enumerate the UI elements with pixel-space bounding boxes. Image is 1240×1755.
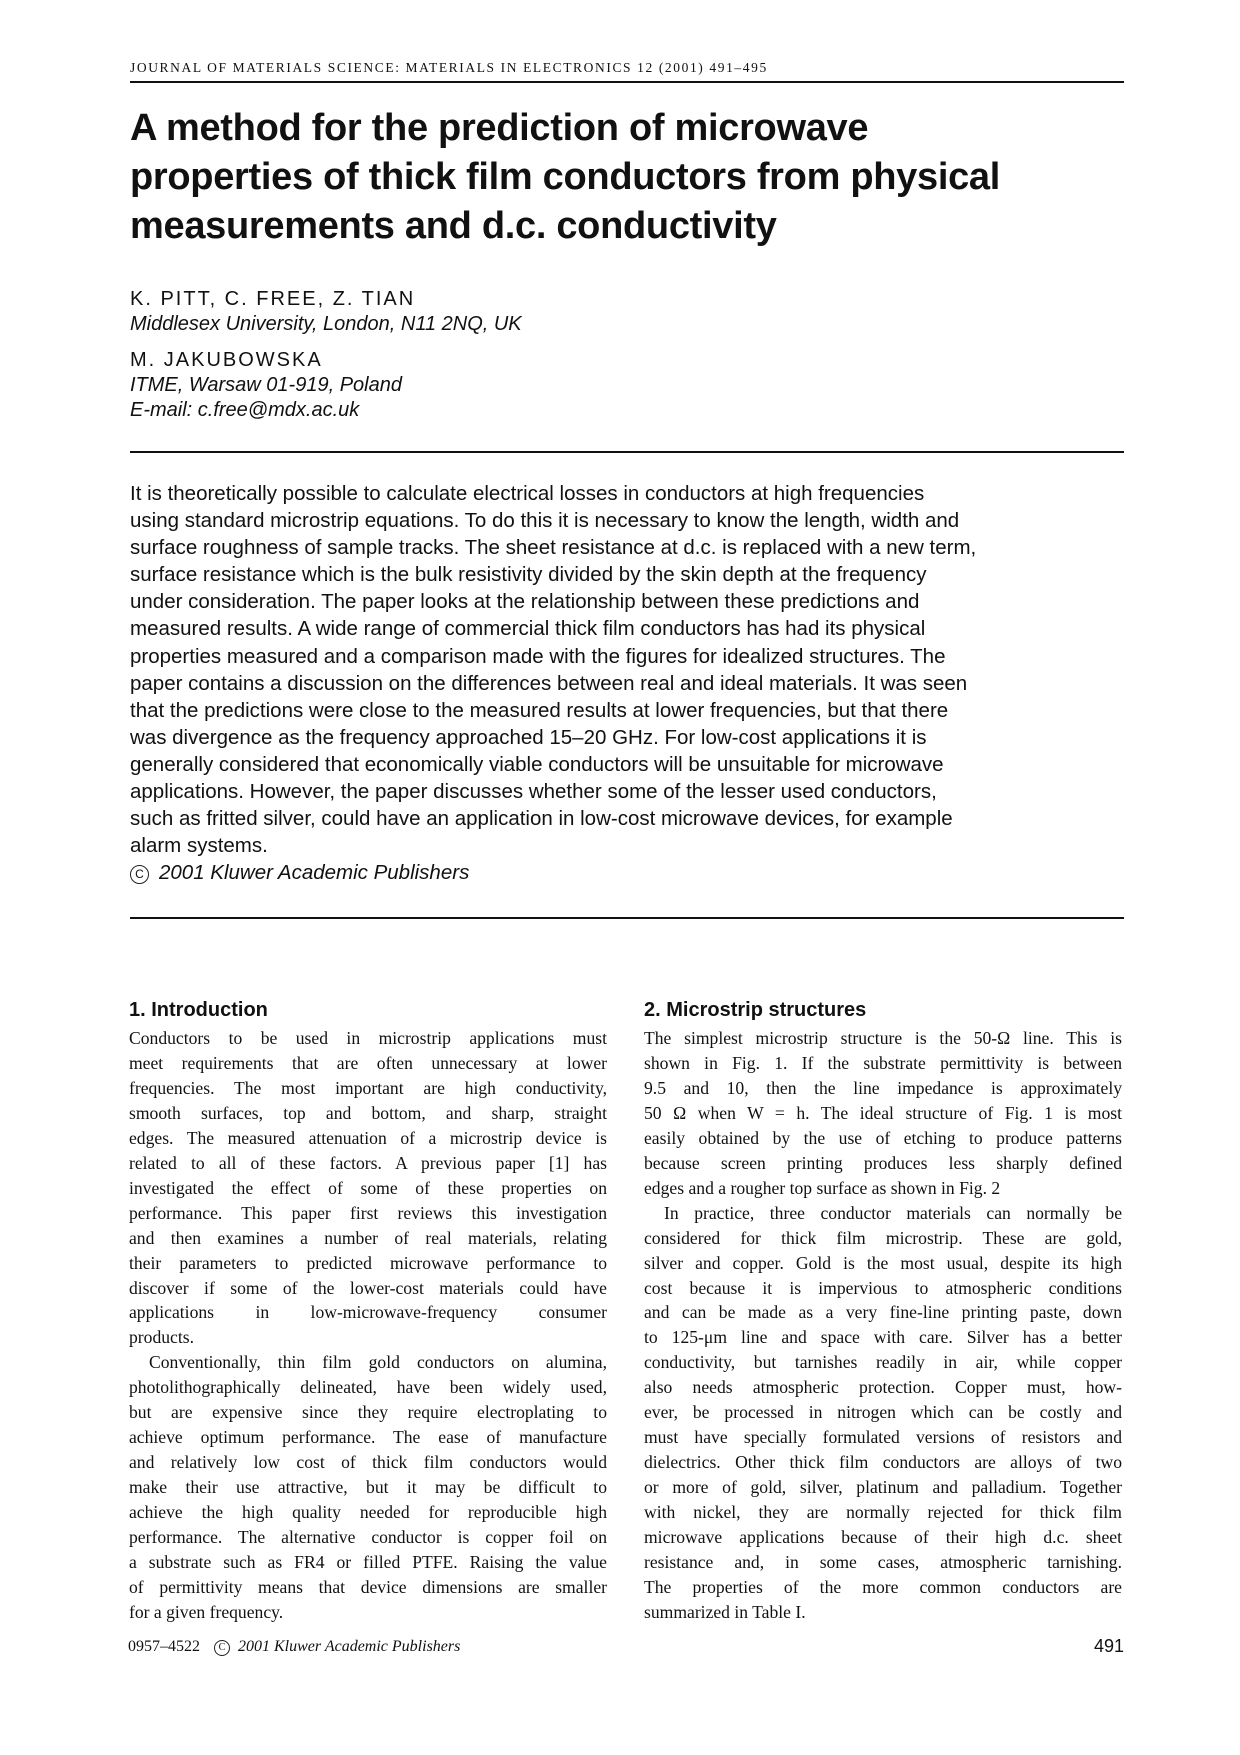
text-line: discover if some of the lower-cost materials could have [129, 1277, 607, 1298]
text-line: 9.5 and 10, then the line impedance is approximately [644, 1077, 1122, 1098]
text-line: with nickel, they are normally rejected for thick film [644, 1502, 1122, 1523]
text-line: edges and a rougher top surface as shown in Fig. 2 [644, 1177, 1001, 1198]
text-line: considered for thick film microstrip. These are gold, [644, 1227, 1122, 1248]
abstract-top-rule [130, 451, 1124, 453]
abstract-line: applications. However, the paper discusses whether some of the lesser used conductors, [130, 780, 937, 804]
abstract-line: generally considered that economically viable conductors will be unsuitable for microwave [130, 752, 944, 776]
text-line: and relatively low cost of thick film conductors would [129, 1452, 607, 1473]
text-line: conductivity, but tarnishes readily in air, while copper [644, 1352, 1122, 1373]
paragraph [644, 1201, 1122, 1625]
author-block [130, 287, 522, 423]
section-heading-introduction: 1. Introduction [129, 999, 268, 1021]
text-line: or more of gold, silver, platinum and palladium. Together [644, 1477, 1122, 1498]
paragraph [129, 1350, 607, 1624]
text-line: achieve the high quality needed for reproducible high [129, 1502, 607, 1523]
text-line: cost because it is impervious to atmospheric conditions [644, 1277, 1122, 1298]
text-line: frequencies. The most important are high conductivity, [129, 1077, 607, 1098]
text-line: a substrate such as FR4 or filled PTFE. Raising the value [129, 1552, 607, 1573]
text-line: performance. The alternative conductor is copper foil on [129, 1527, 607, 1548]
text-line: must have specially formulated versions of resistors and [644, 1427, 1122, 1448]
text-line: because screen printing produces less sharply defined [644, 1152, 1122, 1173]
text-line: also needs atmospheric protection. Copper must, how- [644, 1377, 1122, 1398]
title-line: A method for the prediction of microwave [130, 107, 869, 149]
abstract-line: under consideration. The paper looks at the relationship between these predictions and [130, 590, 920, 614]
text-line: shown in Fig. 1. If the substrate permittivity is between [644, 1052, 1122, 1073]
text-line: summarized in Table I. [644, 1601, 806, 1622]
text-line: smooth surfaces, top and bottom, and sharp, straight [129, 1102, 607, 1123]
abstract-line: was divergence as the frequency approached 15–20 GHz. For low-cost applications it is [130, 725, 927, 749]
abstract-line: that the predictions were close to the measured results at lower frequencies, but that there [130, 698, 949, 722]
text-line: of permittivity means that device dimensions are smaller [129, 1576, 607, 1597]
header-rule [130, 81, 1124, 83]
text-line: The properties of the more common conductors are [644, 1576, 1122, 1597]
text-line: but are expensive since they require electroplating to [129, 1402, 607, 1423]
abstract-line: properties measured and a comparison made with the figures for idealized structures. The [130, 644, 946, 668]
text-line: silver and copper. Gold is the most usual, despite its high [644, 1252, 1122, 1273]
copyright-icon: C [130, 865, 149, 884]
text-line: dielectrics. Other thick film conductors are alloys of two [644, 1452, 1122, 1473]
page-number: 491 [1093, 1636, 1124, 1656]
copyright-icon: C [214, 1640, 230, 1656]
abstract-line: measured results. A wide range of commercial thick film conductors has had its physical [130, 617, 926, 641]
text-line: products. [129, 1327, 194, 1348]
text-line: Conventionally, thin film gold conductors on alumina, [149, 1352, 607, 1373]
footer-publisher: 2001 Kluwer Academic Publishers [238, 1638, 461, 1655]
section-heading-microstrip: 2. Microstrip structures [644, 999, 867, 1021]
footer-left [128, 1638, 460, 1656]
text-line: related to all of these factors. A previous paper [1] has [129, 1152, 607, 1173]
text-line: investigated the effect of some of these properties on [129, 1177, 607, 1198]
author-affiliation: ITME, Warsaw 01-919, Poland [130, 374, 402, 396]
text-line: microwave applications because of their high d.c. sheet [644, 1527, 1122, 1548]
text-line: resistance and, in some cases, atmospheric tarnishing. [644, 1552, 1122, 1573]
text-line: applications in low-microwave-frequency consumer [129, 1302, 607, 1323]
abstract-line: using standard microstrip equations. To do this it is necessary to know the length, width and [130, 509, 960, 533]
column-left [129, 1026, 607, 1625]
author-affiliation: Middlesex University, London, N11 2NQ, UK [130, 313, 522, 335]
column-right [644, 1026, 1122, 1625]
paragraph [129, 1026, 607, 1350]
copyright-text: 2001 Kluwer Academic Publishers [159, 861, 470, 885]
abstract-line: such as fritted silver, could have an application in low-cost microwave devices, for example [130, 807, 953, 831]
abstract-line: paper contains a discussion on the differences between real and ideal materials. It was seen [130, 671, 968, 695]
abstract-line: It is theoretically possible to calculate electrical losses in conductors at high frequencies [130, 482, 925, 505]
text-line: meet requirements that are often unnecessary at lower [129, 1052, 607, 1073]
text-line: and can be made as a very fine-line printing paste, down [644, 1302, 1122, 1323]
text-line: edges. The measured attenuation of a microstrip device is [129, 1127, 607, 1148]
text-line: make their use attractive, but it may be difficult to [129, 1477, 607, 1498]
text-line: ever, be processed in nitrogen which can be costly and [644, 1402, 1122, 1423]
title-line: measurements and d.c. conductivity [130, 205, 777, 247]
paper-title [130, 104, 1130, 251]
abstract [130, 480, 1130, 886]
text-line: performance. This paper first reviews this investigation [129, 1202, 607, 1223]
author-names: K. PITT, C. FREE, Z. TIAN [130, 288, 416, 310]
text-line: easily obtained by the use of etching to produce patterns [644, 1127, 1122, 1148]
abstract-line: alarm systems. [130, 834, 268, 858]
text-line: their parameters to predicted microwave performance to [129, 1252, 607, 1273]
text-line: Conductors to be used in microstrip applications must [129, 1028, 607, 1048]
text-line: In practice, three conductor materials can normally be [664, 1202, 1122, 1223]
text-line: for a given frequency. [129, 1601, 284, 1622]
text-line: achieve optimum performance. The ease of manufacture [129, 1427, 607, 1448]
author-names: M. JAKUBOWSKA [130, 349, 323, 371]
abstract-bottom-rule [130, 917, 1124, 919]
paragraph [644, 1026, 1122, 1201]
title-line: properties of thick film conductors from physical [130, 156, 1001, 198]
abstract-copyright [130, 859, 1130, 886]
text-line: photolithographically delineated, have been widely used, [129, 1377, 607, 1398]
text-line: to 125-μm line and space with care. Silver has a better [644, 1327, 1122, 1348]
abstract-line: surface roughness of sample tracks. The sheet resistance at d.c. is replaced with a new term, [130, 536, 977, 560]
issn: 0957–4522 [128, 1638, 200, 1655]
text-line: 50 Ω when W = h. The ideal structure of Fig. 1 is most [644, 1102, 1122, 1123]
abstract-line: surface resistance which is the bulk resistivity divided by the skin depth at the frequency [130, 563, 927, 587]
author-email: E-mail: c.free@mdx.ac.uk [130, 399, 360, 421]
text-line: and then examines a number of real materials, relating [129, 1227, 607, 1248]
running-head: JOURNAL OF MATERIALS SCIENCE: MATERIALS IN ELECTRONICS 12 (2001) 491–495 [130, 60, 768, 75]
text-line: The simplest microstrip structure is the 50-Ω line. This is [644, 1028, 1122, 1048]
